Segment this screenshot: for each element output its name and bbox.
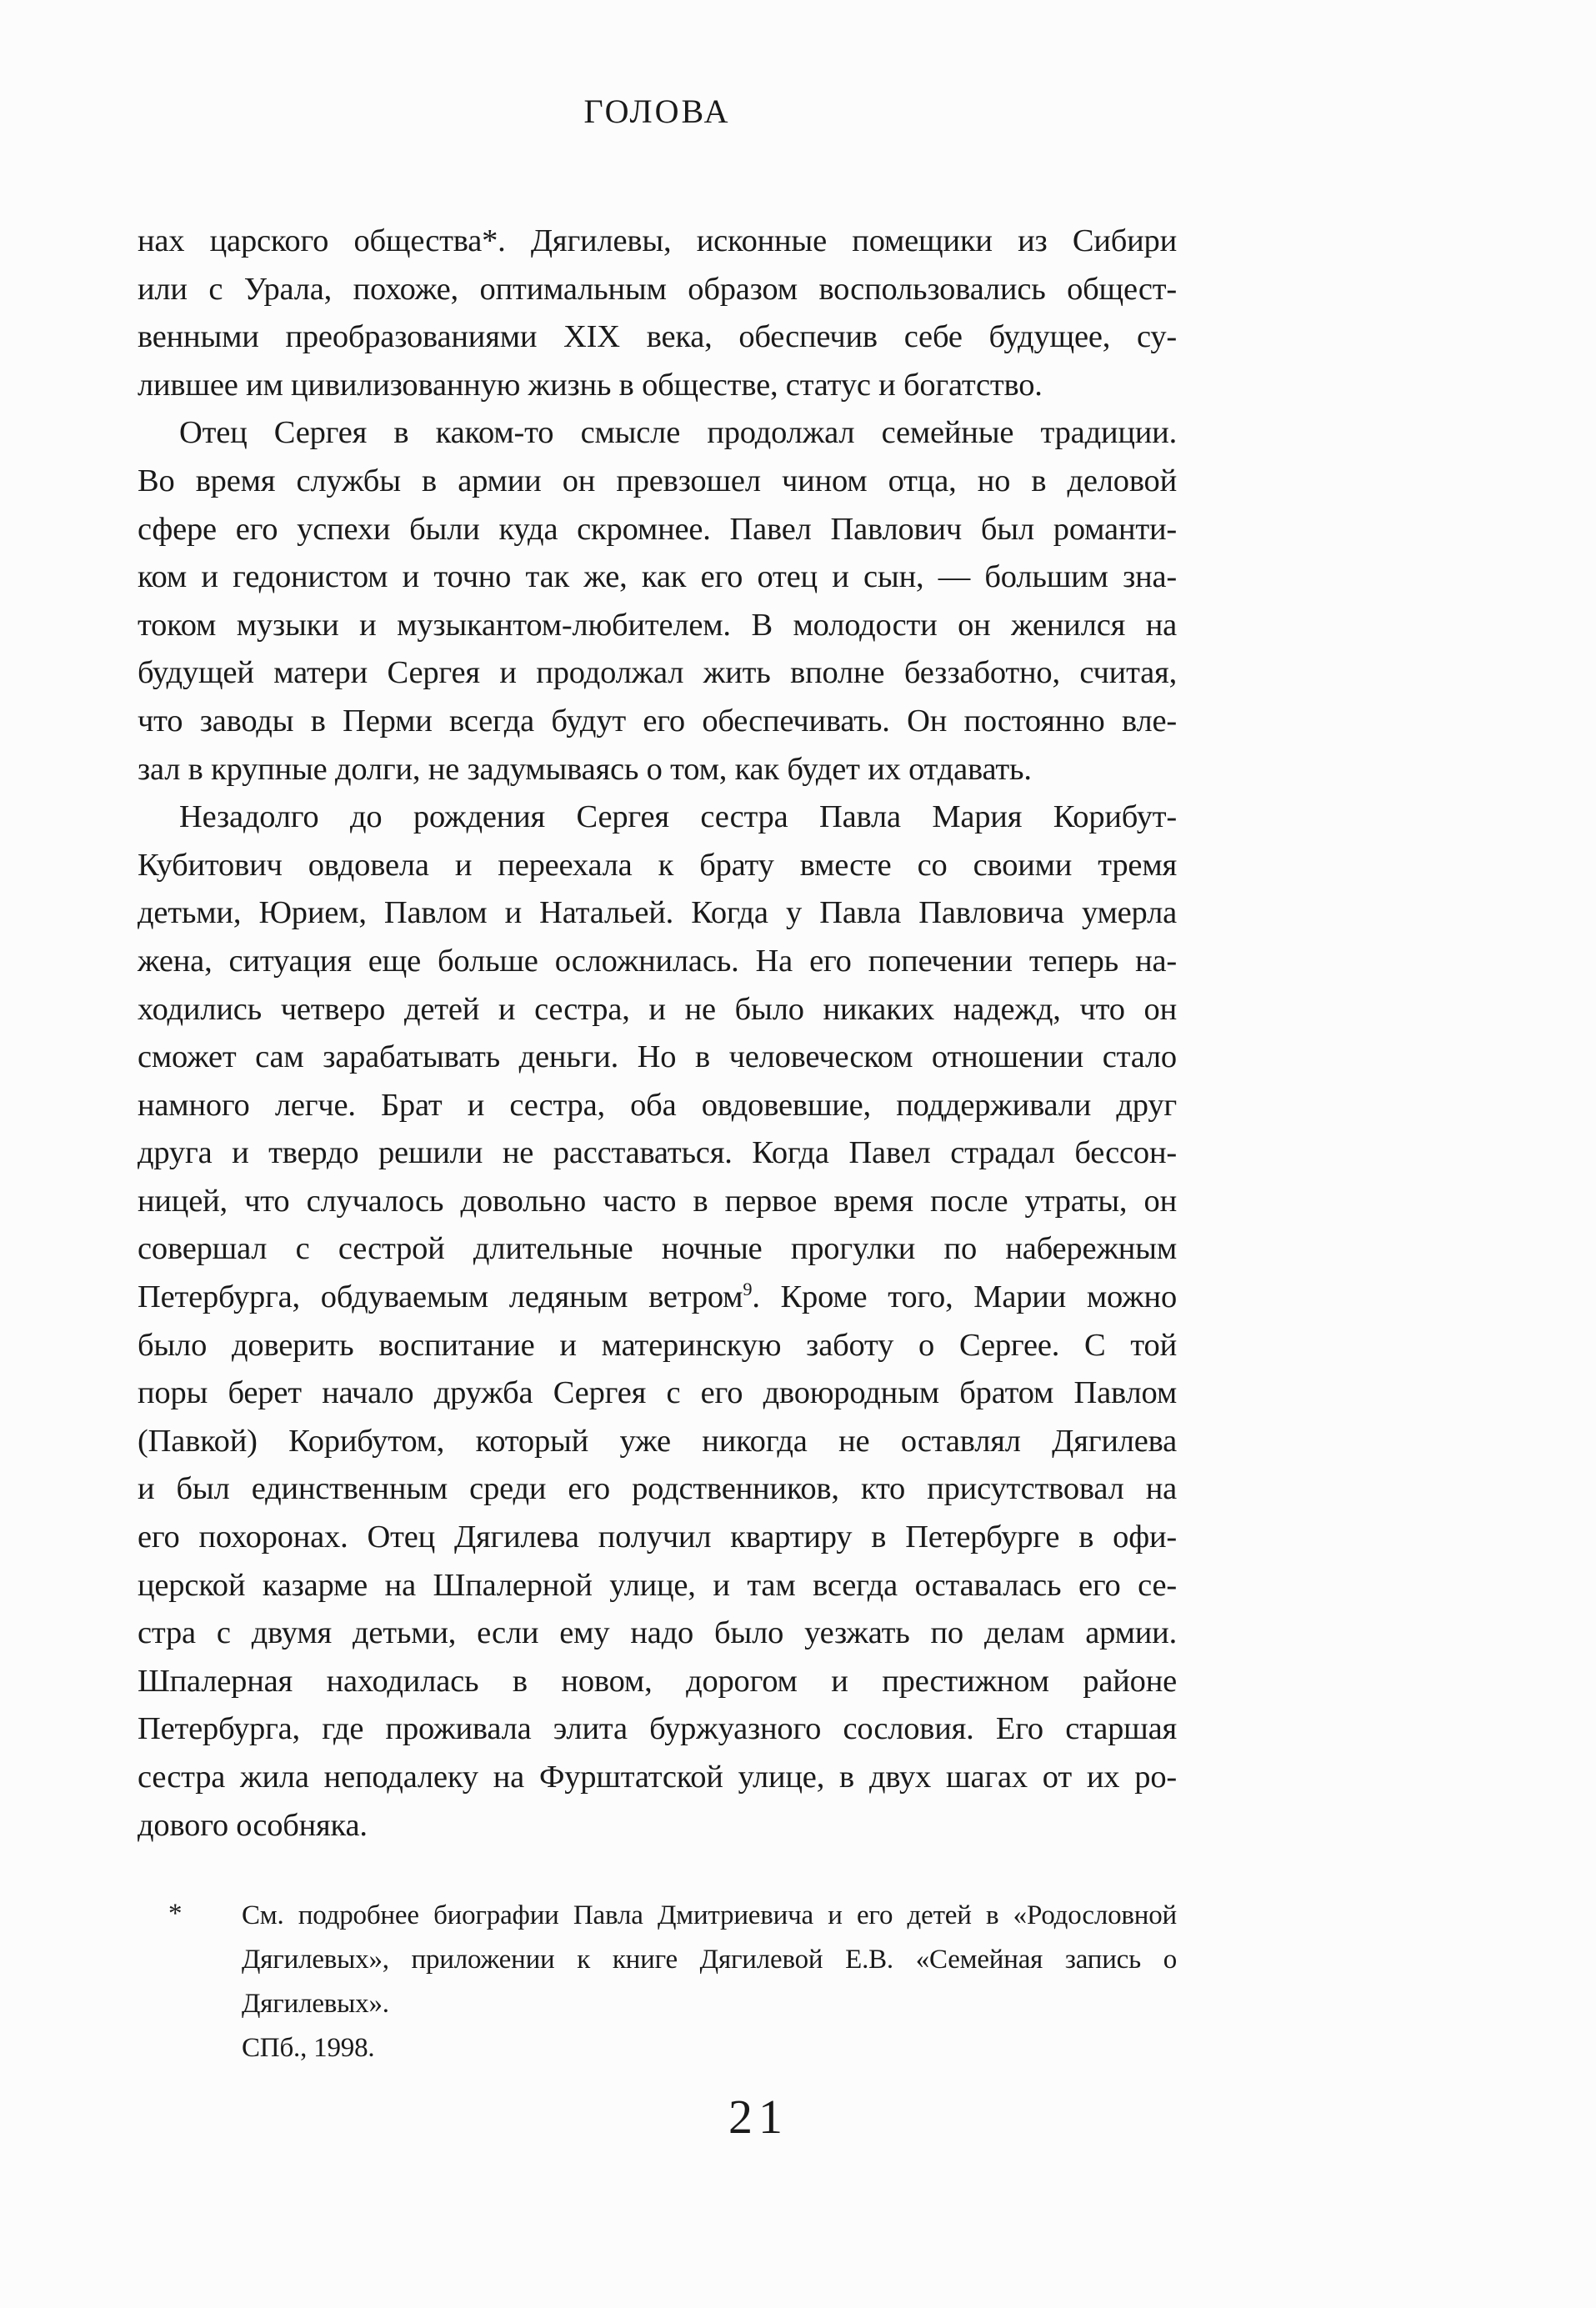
- text-line: детьми, Юрием, Павлом и Натальей. Когда у Павла Павловича умерла: [138, 895, 1177, 931]
- footnote-line: Дягилевых», приложении к книге Дягилевой Е.В. «Семейная запись о Дягилевых».: [242, 1945, 1177, 2019]
- page-number: 21: [728, 2090, 788, 2144]
- text-line: Шпалерная находилась в новом, дорогом и престижном районе: [138, 1663, 1177, 1699]
- text-line: зал в крупные долги, не задумываясь о том, как будет их отдавать.: [138, 751, 1032, 787]
- text-line: совершал с сестрой длительные ночные прогулки по набережным: [138, 1231, 1177, 1267]
- footnote-line: См. подробнее биографии Павла Дмитриевича и его детей в «Родословной: [242, 1900, 1177, 1930]
- text-line: Петербурга, обдуваемым ледяным ветром$^9$. Кроме того, Марии можно: [138, 1279, 1177, 1315]
- running-head: ГОЛОВА: [583, 93, 731, 130]
- text-line: будущей матери Сергея и продолжал жить вполне беззаботно, считая,: [138, 655, 1177, 691]
- footnote: [138, 1894, 1177, 2070]
- text-line: током музыки и музыкантом-любителем. В молодости он женился на: [138, 607, 1177, 643]
- text-line: жена, ситуация еще больше осложнилась. На его попечении теперь на-: [138, 943, 1177, 979]
- text-line: что заводы в Перми всегда будут его обеспечивать. Он постоянно вле-: [138, 703, 1177, 738]
- text-line: Кубитович овдовела и переехала к брату вместе со своими тремя: [138, 847, 1177, 883]
- footnote-text: [242, 1894, 1177, 2070]
- text-line: (Павкой) Корибутом, который уже никогда не оставлял Дягилева: [138, 1423, 1177, 1459]
- footnote-marker: *: [168, 1899, 183, 1929]
- body-text: [138, 218, 1177, 1850]
- text-line: и был единственным среди его родственников, кто присутствовал на: [138, 1471, 1177, 1507]
- text-line: лившее им цивилизованную жизнь в обществе, статус и богатство.: [138, 367, 1043, 403]
- text-line: ком и гедонистом и точно так же, как его отец и сын, — большим зна-: [138, 559, 1177, 595]
- text-line: поры берет начало дружба Сергея с его двоюродным братом Павлом: [138, 1375, 1177, 1411]
- text-line: сможет сам зарабатывать деньги. Но в человеческом отношении стало: [138, 1039, 1177, 1075]
- text-line: Петербурга, где проживала элита буржуазного сословия. Его старшая: [138, 1711, 1177, 1747]
- text-line: было доверить воспитание и материнскую заботу о Сергее. С той: [138, 1327, 1177, 1363]
- text-line: ходились четверо детей и сестра, и не было никаких надежд, что он: [138, 991, 1177, 1027]
- text-line: ницей, что случалось довольно часто в первое время после утраты, он: [138, 1183, 1177, 1219]
- text-line: намного легче. Брат и сестра, оба овдовевшие, поддерживали друг: [138, 1087, 1177, 1123]
- text-line: стра с двумя детьми, если ему надо было уезжать по делам армии.: [138, 1615, 1177, 1651]
- text-line: или с Урала, похоже, оптимальным образом воспользовались общест-: [138, 271, 1177, 307]
- text-line: дового особняка.: [138, 1807, 368, 1843]
- text-line: венными преобразованиями XIX века, обеспечив себе будущее, су-: [138, 319, 1177, 355]
- text-line: друга и твердо решили не расставаться. Когда Павел страдал бессон-: [138, 1135, 1177, 1171]
- text-line: нах царского общества*. Дягилевы, исконные помещики из Сибири: [138, 223, 1177, 258]
- text-line: Отец Сергея в каком-то смысле продолжал семейные традиции.: [179, 415, 1177, 451]
- text-line: его похоронах. Отец Дягилева получил квартиру в Петербурге в офи-: [138, 1519, 1177, 1555]
- text-line: сестра жила неподалеку на Фурштатской улице, в двух шагах от их ро-: [138, 1760, 1177, 1795]
- text-line: церской казарме на Шпалерной улице, и там всегда оставалась его се-: [138, 1567, 1177, 1603]
- footnote-line: СПб., 1998.: [242, 2033, 375, 2063]
- text-line: сфере его успехи были куда скромнее. Павел Павлович был романти-: [138, 511, 1177, 547]
- text-line: Во время службы в армии он превзошел чином отца, но в деловой: [138, 463, 1177, 498]
- footnote-ref: 9: [743, 1279, 753, 1300]
- text-line: Незадолго до рождения Сергея сестра Павла Мария Корибут-: [179, 799, 1177, 835]
